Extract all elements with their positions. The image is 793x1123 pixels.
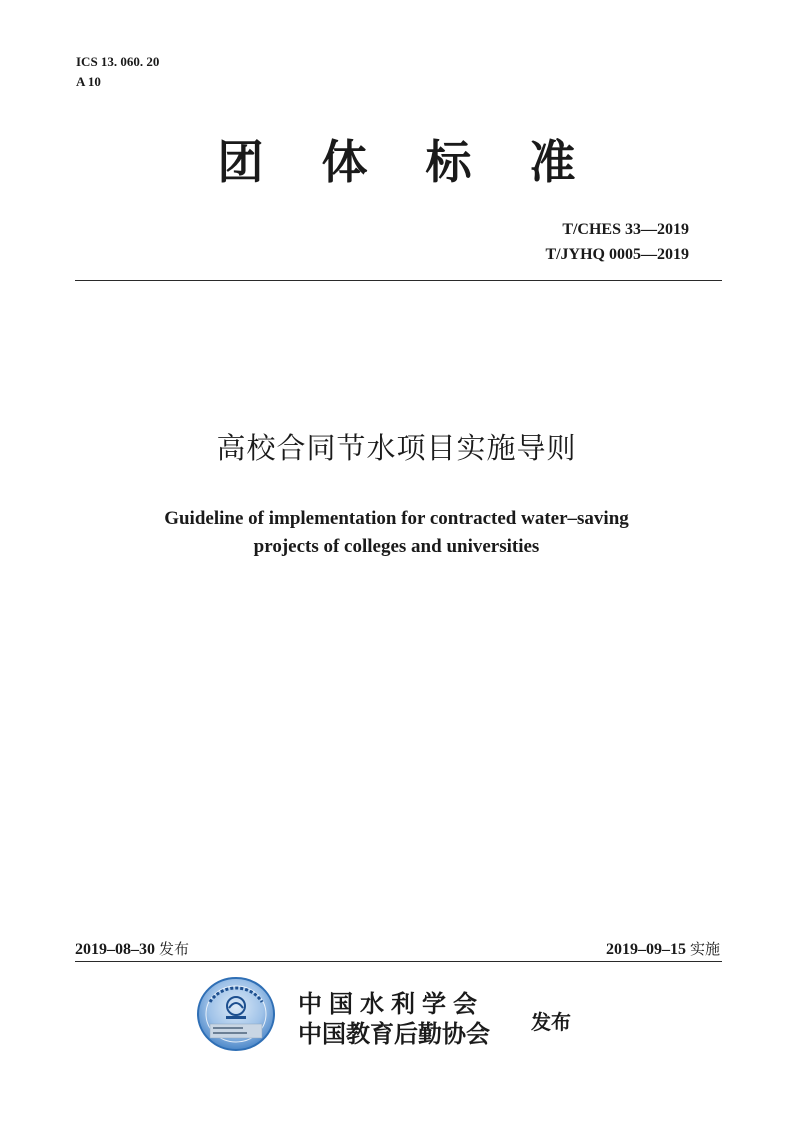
issue-date-value: 2019–08–30 bbox=[75, 941, 155, 958]
issue-date-label: 发布 bbox=[159, 940, 190, 958]
implementation-date-label: 实施 bbox=[689, 940, 720, 958]
document-type-title: 团体标准 bbox=[217, 135, 634, 189]
english-title-line2: projects of colleges and universities bbox=[253, 536, 540, 557]
standard-code-jyhq: T/JYHQ 0005—2019 bbox=[545, 246, 689, 263]
implementation-date bbox=[606, 938, 720, 959]
publishing-organizations bbox=[298, 989, 490, 1049]
anti-counterfeit-seal-icon bbox=[196, 976, 276, 1052]
ics-classification bbox=[76, 52, 159, 92]
publisher-ches: 中国水利学会 bbox=[298, 990, 484, 1018]
publisher-education-logistics: 中国教育后勤协会 bbox=[298, 1020, 490, 1048]
english-title-line1: Guideline of implementation for contracted water–saving bbox=[164, 508, 629, 529]
publish-label: 发布 bbox=[531, 1010, 571, 1034]
issue-date bbox=[75, 938, 189, 959]
standard-codes bbox=[545, 217, 689, 267]
chinese-title: 高校合同节水项目实施导则 bbox=[216, 431, 577, 465]
english-title bbox=[0, 505, 793, 561]
footer-divider bbox=[75, 961, 722, 962]
standard-code-ches: T/CHES 33—2019 bbox=[562, 221, 689, 238]
ccs-code: A 10 bbox=[76, 74, 101, 89]
ics-code: ICS 13. 060. 20 bbox=[76, 54, 160, 69]
header-divider bbox=[75, 280, 722, 281]
implementation-date-value: 2019–09–15 bbox=[605, 941, 686, 958]
